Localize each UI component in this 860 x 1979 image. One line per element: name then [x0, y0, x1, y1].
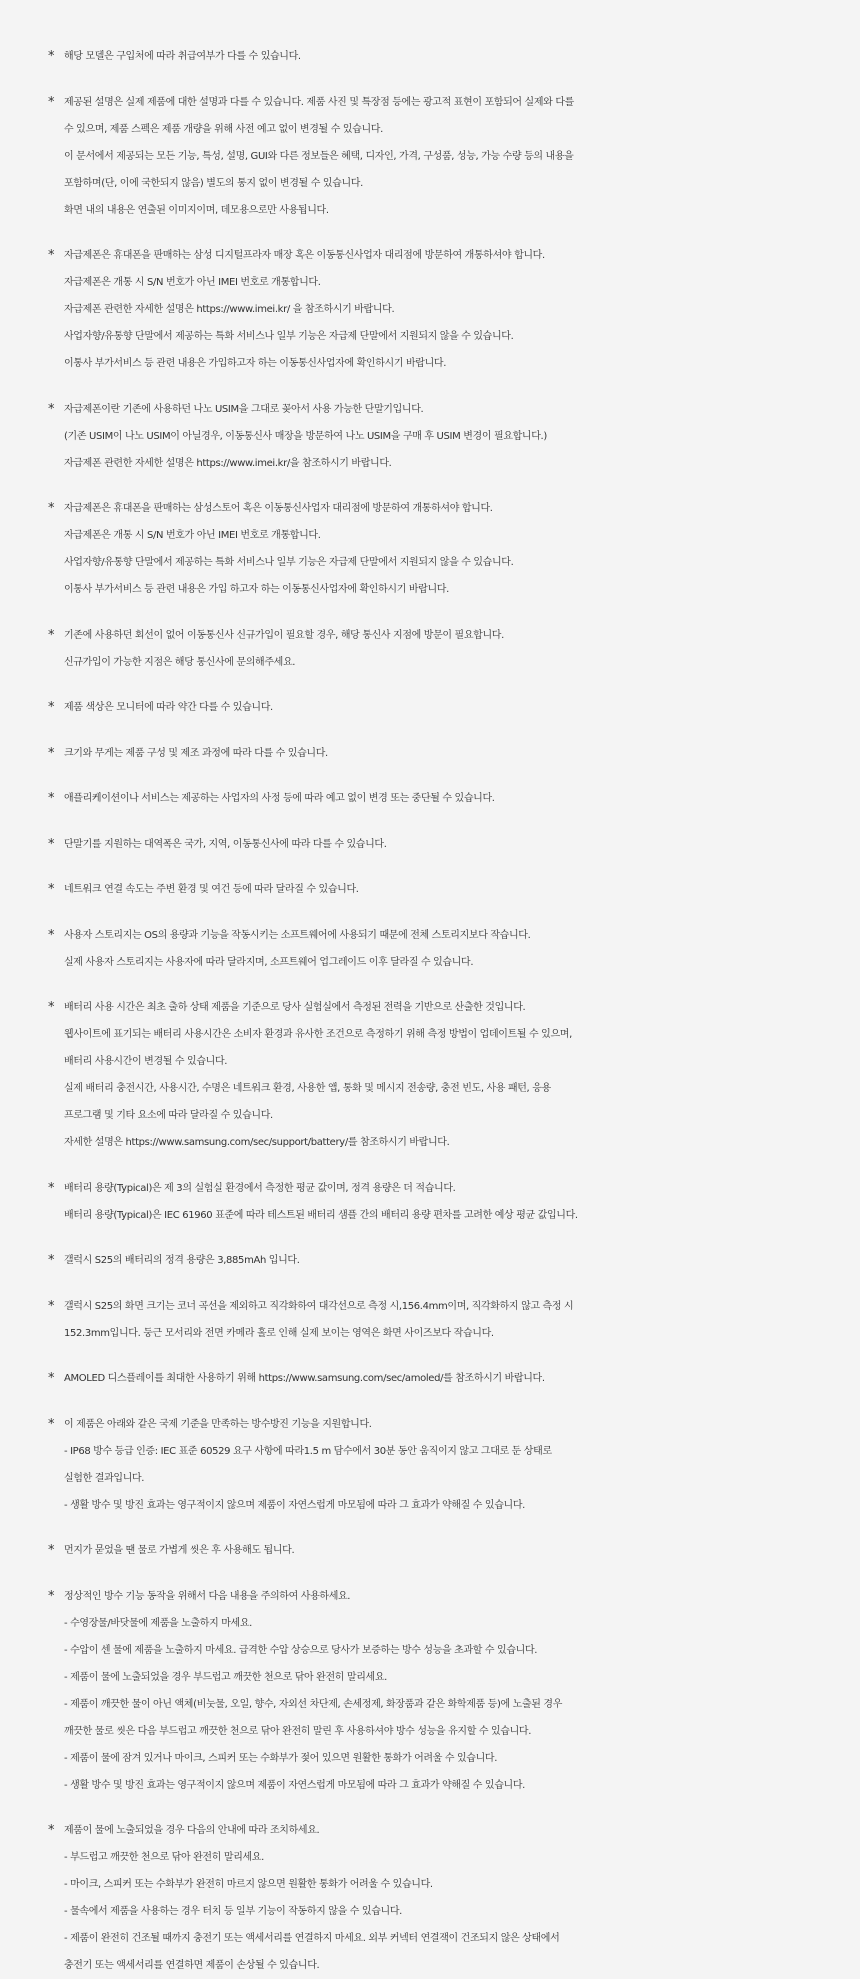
note-line: - 제품이 깨끗한 물이 아닌 액체(비눗물, 오일, 향수, 자외선 차단제, 손세정제, 화장품과 같은 화학제품 등)에 노출된 경우	[64, 1698, 563, 1710]
asterisk-bullet: *	[48, 1588, 55, 1604]
asterisk-bullet: *	[48, 1823, 55, 1838]
asterisk-bullet: *	[48, 627, 55, 643]
note-line: (기존 USIM이 나노 USIM이 아닐경우, 이동통신사 매장을 방문하여 나노 USIM을 구매 후 USIM 변경이 필요합니다.)	[64, 430, 547, 442]
note-line: 프로그램 및 기타 요소에 따라 달라질 수 있습니다.	[64, 1110, 273, 1121]
note-line: 자급제폰은 개통 시 S/N 번호가 아닌 IMEI 번호로 개통합니다.	[64, 277, 321, 288]
note-line: 배터리 용량(Typical)은 IEC 61960 표준에 따라 테스트된 배터리 샘플 간의 배터리 용량 편차를 고려한 예상 평균 값입니다.	[64, 1209, 578, 1221]
note-line: 수 있으며, 제품 스펙은 제품 개량을 위해 사전 예고 없이 변경될 수 있습니다.	[64, 123, 383, 135]
asterisk-bullet: *	[48, 1253, 55, 1268]
note-line: 제품이 물에 노출되었을 경우 다음의 안내에 따라 조치하세요.	[64, 1825, 320, 1836]
asterisk-bullet: *	[48, 94, 55, 110]
note-line: - 마이크, 스피커 또는 수화부가 완전히 마르지 않으면 원활한 통화가 어려울 수 있습니다.	[64, 1879, 433, 1890]
asterisk-bullet: *	[48, 1543, 55, 1558]
note-line: - 생활 방수 및 방진 효과는 영구적이지 않으며 제품이 자연스럽게 마모됨에 따라 그 효과가 약해질 수 있습니다.	[64, 1779, 525, 1791]
asterisk-bullet: *	[48, 1416, 55, 1432]
note-line: 자급제폰이란 기존에 사용하던 나노 USIM을 그대로 꽂아서 사용 가능한 단말기입니다.	[64, 403, 424, 415]
note-line: 먼지가 묻었을 땐 물로 가볍게 씻은 후 사용해도 됩니다.	[64, 1545, 295, 1556]
disclaimer-note	[48, 1175, 860, 1229]
note-line: 152.3mm입니다. 둥근 모서리와 전면 카메라 홀로 인해 실제 보이는 영역은 화면 사이즈보다 작습니다.	[64, 1327, 494, 1339]
note-line: 배터리 사용시간이 변경될 수 있습니다.	[64, 1056, 228, 1067]
note-line: 실제 사용자 스토리지는 사용자에 따라 달라지며, 소프트웨어 업그레이드 이후 달라질 수 있습니다.	[64, 956, 474, 968]
note-line: 단말기를 지원하는 대역폭은 국가, 지역, 이동통신사에 따라 다를 수 있습니다.	[64, 838, 387, 850]
asterisk-bullet: *	[48, 927, 55, 943]
note-line: - 제품이 물에 노출되었을 경우 부드럽고 깨끗한 천으로 닦아 완전히 말리세요.	[64, 1671, 387, 1683]
note-line: AMOLED 디스플레이를 최대한 사용하기 위해 https://www.samsung.com/sec/amoled/를 참조하시기 바랍니다.	[64, 1373, 545, 1384]
asterisk-bullet: *	[48, 501, 55, 516]
asterisk-bullet: *	[48, 49, 55, 64]
note-line: - 생활 방수 및 방진 효과는 영구적이지 않으며 제품이 자연스럽게 마모됨에 따라 그 효과가 약해질 수 있습니다.	[64, 1499, 525, 1511]
note-line: 배터리 사용 시간은 최초 출하 상태 제품을 기준으로 당사 실험실에서 측정된 전력을 기반으로 산출한 것입니다.	[64, 1002, 526, 1013]
asterisk-bullet: *	[48, 248, 55, 263]
disclaimer-note	[48, 694, 860, 721]
asterisk-bullet: *	[48, 745, 55, 761]
disclaimer-note	[48, 785, 860, 812]
asterisk-bullet: *	[48, 700, 55, 715]
disclaimer-note	[48, 622, 860, 676]
note-line: 제공된 설명은 실제 제품에 대한 설명과 다를 수 있습니다. 제품 사진 및 특장점 등에는 광고적 표현이 포함되어 실제와 다를	[64, 96, 574, 108]
note-line: 자급제폰은 개통 시 S/N 번호가 아닌 IMEI 번호로 개통합니다.	[64, 530, 321, 541]
disclaimer-note	[48, 242, 860, 377]
note-line: 실험한 결과입니다.	[64, 1472, 145, 1484]
disclaimer-note	[48, 994, 860, 1156]
note-line: 사용자 스토리지는 OS의 용량과 기능을 작동시키는 소프트웨어에 사용되기 때문에 전체 스토리지보다 작습니다.	[64, 929, 531, 941]
disclaimer-note	[48, 740, 860, 767]
note-line: 충전기 또는 액세서리를 연결하면 제품이 손상될 수 있습니다.	[64, 1960, 320, 1971]
asterisk-bullet: *	[48, 882, 55, 897]
note-line: - 물속에서 제품을 사용하는 경우 터치 등 일부 기능이 작동하지 않을 수 있습니다.	[64, 1906, 402, 1917]
note-line: 이통사 부가서비스 등 관련 내용은 가입하고자 하는 이동통신사업자에 확인하시기 바랍니다.	[64, 358, 447, 369]
disclaimer-note	[48, 1537, 860, 1564]
note-line: 이통사 부가서비스 등 관련 내용은 가입 하고자 하는 이동통신사업자에 확인하시기 바랍니다.	[64, 584, 449, 595]
note-line: - 제품이 물에 잠겨 있거나 마이크, 스피커 또는 수화부가 젖어 있으면 원활한 통화가 어려울 수 있습니다.	[64, 1752, 498, 1764]
asterisk-bullet: *	[48, 401, 55, 417]
disclaimer-note	[48, 1247, 860, 1274]
note-line: 화면 내의 내용은 연출된 이미지이며, 데모용으로만 사용됩니다.	[64, 204, 329, 216]
asterisk-bullet: *	[48, 1180, 55, 1196]
note-line: - 제품이 완전히 건조될 때까지 충전기 또는 액세서리를 연결하지 마세요. 외부 커넥터 연결잭이 건조되지 않은 상태에서	[64, 1933, 560, 1944]
note-line: 기존에 사용하던 회선이 없어 이동통신사 신규가입이 필요할 경우, 해당 통신사 지점에 방문이 필요합니다.	[64, 629, 504, 641]
note-line: - IP68 방수 등급 인증: IEC 표준 60529 요구 사항에 따라1.5 m 담수에서 30분 동안 움직이지 않고 그대로 둔 상태로	[64, 1445, 552, 1457]
note-line: 애플리케이션이나 서비스는 제공하는 사업자의 사정 등에 따라 예고 없이 변경 또는 중단될 수 있습니다.	[64, 793, 495, 804]
note-line: 자급제폰 관련한 자세한 설명은 https://www.imei.kr/ 을 참조하시기 바랍니다.	[64, 304, 395, 315]
asterisk-bullet: *	[48, 836, 55, 852]
disclaimer-note	[48, 876, 860, 903]
note-line: 갤럭시 S25의 화면 크기는 코너 곡선을 제외하고 직각화하여 대각선으로 측정 시,156.4mm이며, 직각화하지 않고 측정 시	[64, 1300, 574, 1312]
asterisk-bullet: *	[48, 1000, 55, 1015]
note-line: - 수압이 센 물에 제품을 노출하지 마세요. 급격한 수압 상승으로 당사가 보증하는 방수 성능을 초과할 수 있습니다.	[64, 1644, 538, 1656]
asterisk-bullet: *	[48, 791, 55, 806]
note-line: 자세한 설명은 https://www.samsung.com/sec/support/battery/를 참조하시기 바랍니다.	[64, 1137, 450, 1148]
note-line: 포함하며(단, 이에 국한되지 않음) 별도의 통지 없이 변경될 수 있습니다.	[64, 177, 363, 189]
note-line: 배터리 용량(Typical)은 제 3의 실험실 환경에서 측정한 평균 값이며, 정격 용량은 더 적습니다.	[64, 1182, 456, 1194]
disclaimer-note	[48, 922, 860, 976]
disclaimer-note	[48, 1583, 860, 1799]
disclaimer-note	[48, 1817, 860, 1979]
note-line: 정상적인 방수 기능 동작을 위해서 다음 내용을 주의하여 사용하세요.	[64, 1590, 351, 1602]
note-line: 신규가입이 가능한 지점은 해당 통신사에 문의해주세요.	[64, 656, 296, 668]
note-line: 실제 배터리 충전시간, 사용시간, 수명은 네트워크 환경, 사용한 앱, 통화 및 메시지 전송량, 충전 빈도, 사용 패턴, 응용	[64, 1083, 551, 1094]
note-line: 해당 모델은 구입처에 따라 취급여부가 다를 수 있습니다.	[64, 51, 301, 62]
disclaimer-note	[48, 43, 860, 70]
disclaimer-note	[48, 1293, 860, 1347]
note-line: 이 문서에서 제공되는 모든 기능, 특성, 설명, GUI와 다른 정보들은 혜택, 디자인, 가격, 구성품, 성능, 가능 수량 등의 내용을	[64, 150, 574, 162]
disclaimer-note	[48, 831, 860, 858]
note-line: 사업자향/유통향 단말에서 제공하는 특화 서비스나 일부 기능은 자급제 단말에서 지원되지 않을 수 있습니다.	[64, 331, 514, 342]
note-line: - 부드럽고 깨끗한 천으로 닦아 완전히 말리세요.	[64, 1852, 264, 1863]
disclaimer-list	[48, 43, 860, 1979]
disclaimer-note	[48, 495, 860, 603]
asterisk-bullet: *	[48, 1371, 55, 1386]
note-line: 제품 색상은 모니터에 따라 약간 다를 수 있습니다.	[64, 702, 273, 713]
note-line: 이 제품은 아래와 같은 국제 기준을 만족하는 방수방진 기능을 지원합니다.	[64, 1418, 372, 1430]
note-line: 자급제폰 관련한 자세한 설명은 https://www.imei.kr/을 참조하시기 바랍니다.	[64, 457, 392, 469]
disclaimer-note	[48, 396, 860, 477]
note-line: 자급제폰은 휴대폰을 판매하는 삼성스토어 혹은 이동통신사업자 대리점에 방문하여 개통하셔야 합니다.	[64, 503, 493, 514]
asterisk-bullet: *	[48, 1298, 55, 1314]
note-line: 웹사이트에 표기되는 배터리 사용시간은 소비자 환경과 유사한 조건으로 측정하기 위해 측정 방법이 업데이트될 수 있으며,	[64, 1029, 572, 1040]
disclaimer-note	[48, 89, 860, 224]
note-line: 깨끗한 물로 씻은 다음 부드럽고 깨끗한 천으로 닦아 완전히 말린 후 사용하셔야 방수 성능을 유지할 수 있습니다.	[64, 1725, 532, 1737]
note-line: - 수영장물/바닷물에 제품을 노출하지 마세요.	[64, 1617, 253, 1629]
note-line: 네트워크 연결 속도는 주변 환경 및 여건 등에 따라 달라질 수 있습니다.	[64, 884, 359, 895]
note-line: 자급제폰은 휴대폰을 판매하는 삼성 디지털프라자 매장 혹은 이동통신사업자 대리점에 방문하여 개통하셔야 합니다.	[64, 250, 545, 261]
disclaimer-note	[48, 1365, 860, 1392]
note-line: 사업자향/유통향 단말에서 제공하는 특화 서비스나 일부 기능은 자급제 단말에서 지원되지 않을 수 있습니다.	[64, 557, 514, 568]
note-line: 갤럭시 S25의 배터리의 정격 용량은 3,885mAh 입니다.	[64, 1255, 300, 1266]
disclaimer-note	[48, 1411, 860, 1519]
note-line: 크기와 무게는 제품 구성 및 제조 과정에 따라 다를 수 있습니다.	[64, 747, 328, 759]
